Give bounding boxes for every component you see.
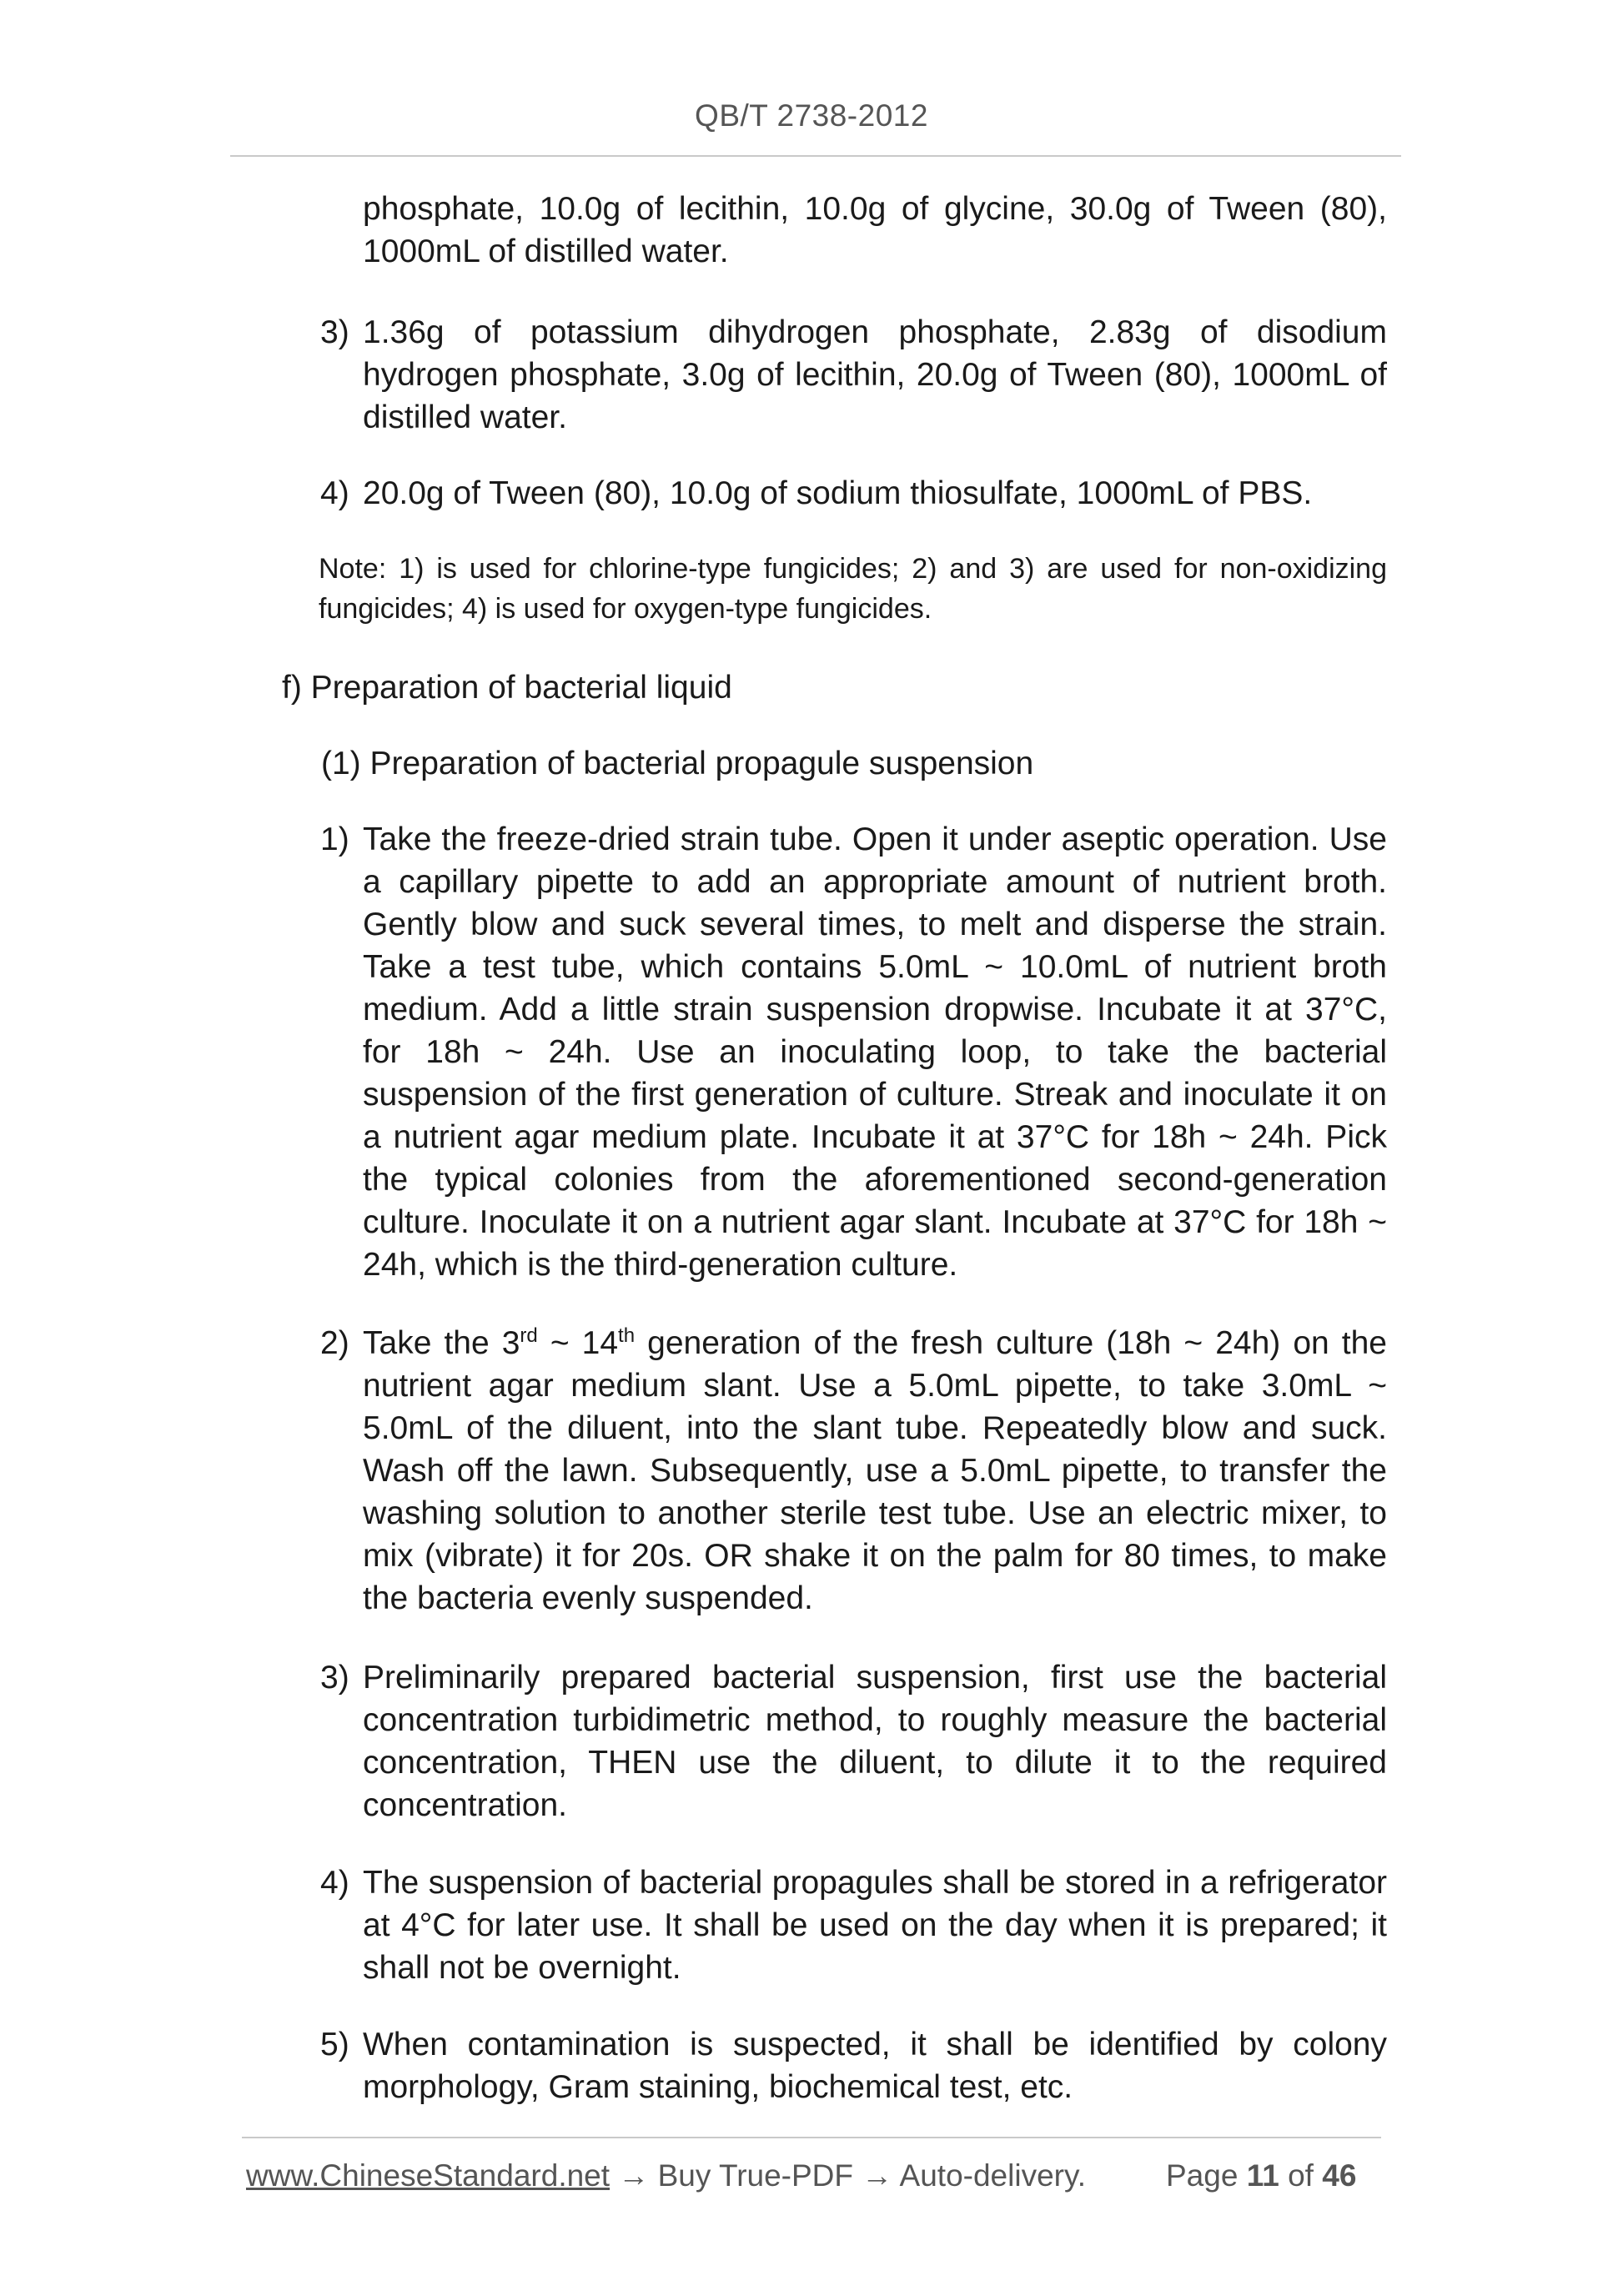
arrow-icon: → (862, 2158, 893, 2193)
step-text-part: ~ 14 (537, 1325, 619, 1361)
page-label: Page (1166, 2158, 1239, 2193)
step-number: 3) (320, 1660, 349, 1696)
step-text: Take the freeze-dried strain tube. Open it under aseptic operation. Use a capillary pipette to add an appropriate amount of nutrient broth. Gently blow and suck several times, to melt and disperse the strain. Take a test tube, which contains 5.0mL ~ 10.0mL of nutrient broth medium. Add a little strain suspension dropwise. Incubate it at 37°C, for 18h ~ 24h. Use an inoculating loop, to take the bacterial suspension of the first generation of culture. Streak and inoculate it on a nutrient agar medium plate. Incubate it at 37°C for 18h ~ 24h. Pick the typical colonies from the aforementioned second-generation culture. Inoculate it on a nutrient agar slant. Incubate at 37°C for 18h ~ 24h, which is the third-generation culture. (363, 821, 1387, 1283)
step-2 (320, 1322, 1387, 1620)
step-number: 2) (320, 1325, 349, 1361)
footer-promo (246, 2158, 1086, 2193)
buy-text: Buy True-PDF (657, 2158, 854, 2193)
step-text: When contamination is suspected, it shall be identified by colony morphology, Gram staining, biochemical test, etc. (363, 2027, 1387, 2105)
arrow-icon: → (618, 2158, 650, 2193)
step-number: 5) (320, 2027, 349, 2062)
diluent-item-3 (320, 311, 1387, 439)
page-total: 46 (1322, 2158, 1357, 2193)
item-number: 3) (320, 314, 349, 350)
page-indicator (1166, 2158, 1356, 2193)
page-number: 11 (1246, 2158, 1279, 2193)
item-text: 20.0g of Tween (80), 10.0g of sodium thiosulfate, 1000mL of PBS. (363, 475, 1313, 511)
step-5 (320, 2023, 1387, 2108)
item-number: 4) (320, 475, 349, 511)
step-text (320, 1322, 1387, 1620)
item-text: 1.36g of potassium dihydrogen phosphate, 2.83g of disodium hydrogen phosphate, 3.0g of lecithin, 20.0g of Tween (80), 1000mL of distilled water. (363, 314, 1387, 435)
step-4 (320, 1861, 1387, 1989)
superscript: rd (520, 1324, 538, 1347)
website-link[interactable]: www.ChineseStandard.net (246, 2158, 611, 2193)
step-number: 4) (320, 1865, 349, 1901)
diluent-item-4 (320, 472, 1387, 515)
delivery-text: Auto-delivery. (899, 2158, 1087, 2193)
standard-code-header: QB/T 2738-2012 (695, 98, 928, 133)
step-text: Preliminarily prepared bacterial suspension, first use the bacterial concentration turbidimetric method, to roughly measure the bacterial concentration, THEN use the diluent, to dilute it to the required concentration. (363, 1660, 1387, 1823)
step-1 (320, 818, 1387, 1286)
header-divider (230, 155, 1401, 157)
of-label: of (1288, 2158, 1314, 2193)
subsection-heading-1: (1) Preparation of bacterial propagule suspension (321, 746, 1034, 781)
step-number: 1) (320, 821, 349, 857)
footer-divider (242, 2137, 1381, 2138)
section-heading-f: f) Preparation of bacterial liquid (282, 670, 732, 706)
continuation-paragraph: phosphate, 10.0g of lecithin, 10.0g of glycine, 30.0g of Tween (80), 1000mL of distilled water. (363, 191, 1387, 269)
step-text-part: generation of the fresh culture (18h ~ 24h) on the nutrient agar medium slant. Use a 5.0mL pipette, to take 3.0mL ~ 5.0mL of the diluent, into the slant tube. Repeatedly blow and suck. Wash off the lawn. Subsequently, use a 5.0mL pipette, to transfer the washing solution to another sterile test tube. Use an electric mixer, to mix (vibrate) it for 20s. OR shake it on the palm for 80 times, to make the bacteria evenly suspended. (363, 1325, 1387, 1616)
superscript: th (618, 1324, 636, 1347)
note-paragraph: Note: 1) is used for chlorine-type fungicides; 2) and 3) are used for non-oxidizing fungicides; 4) is used for oxygen-type fungicides. (319, 553, 1387, 625)
step-text-part: Take the 3 (363, 1325, 520, 1361)
step-3 (320, 1656, 1387, 1826)
step-text: The suspension of bacterial propagules shall be stored in a refrigerator at 4°C for later use. It shall be used on the day when it is prepared; it shall not be overnight. (363, 1865, 1387, 1986)
